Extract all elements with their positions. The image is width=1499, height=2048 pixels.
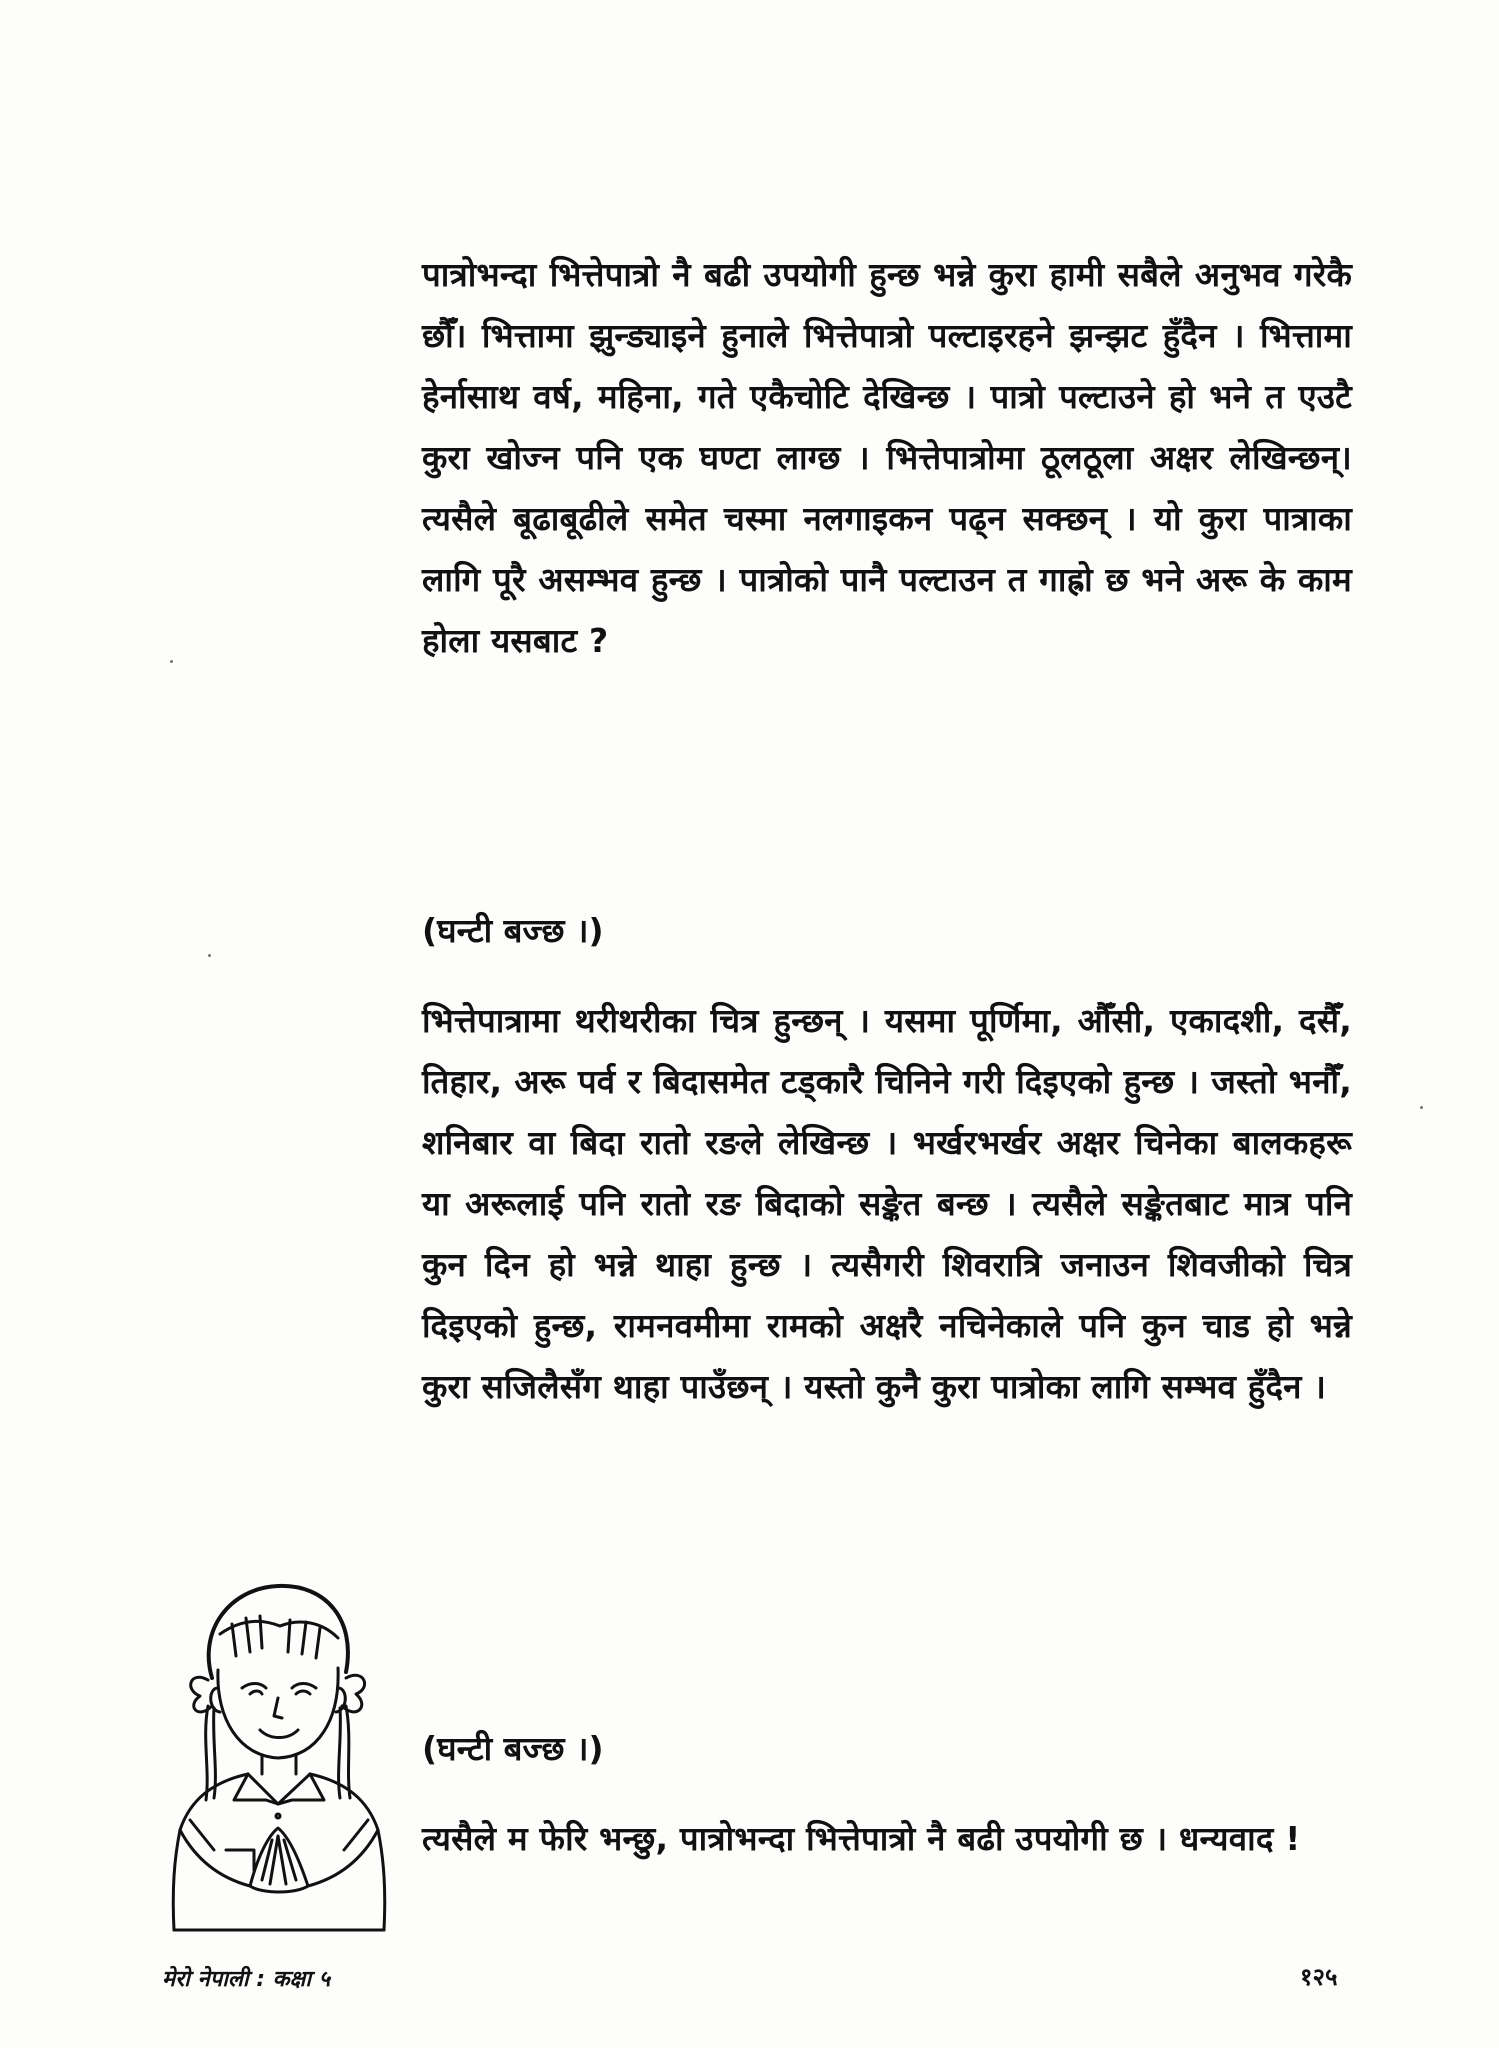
page-number: १२५ [1300, 1963, 1338, 1991]
paragraph-2: भित्तेपात्रामा थरीथरीका चित्र हुन्छन् । यसमा पूर्णिमा, औँसी, एकादशी, दसैँ, तिहार, अरू पर्व र बिदासमेत टड्कारै चिनिने गरी दिइएको हुन्छ । जस्तो भनौँ, शनिबार वा बिदा रातो रङले लेखिन्छ । भर्खरभर्खर अक्षर चिनेका बालकहरू या अरूलाई पनि रातो रङ बिदाको सङ्केत बन्छ । त्यसैले सङ्केतबाट मात्र पनि कुन दिन हो भन्ने थाहा हुन्छ । त्यसैगरी शिवरात्रि जनाउन शिवजीको चित्र दिइएको हुन्छ, रामनवमीमा रामको अक्षरै नचिनेकाले पनि कुन चाड हो भन्ने कुरा सजिलैसँग थाहा पाउँछन् । यस्तो कुनै कुरा पात्रोका लागि सम्भव हुँदैन । [422, 1001, 1352, 1406]
paragraph-3: त्यसैले म फेरि भन्छु, पात्रोभन्दा भित्तेपात्रो नै बढी उपयोगी छ । धन्यवाद ! [422, 1819, 1301, 1858]
girl-illustration [150, 1560, 400, 1940]
book-title-footer: मेरो नेपाली : कक्षा ५ [162, 1967, 331, 1992]
scan-speck [170, 660, 173, 663]
scan-speck [1420, 1106, 1423, 1109]
stage-direction-1: (घन्टी बज्छ ।) [422, 911, 604, 950]
stage-direction-2: (घन्टी बज्छ ।) [422, 1729, 604, 1768]
scan-speck [208, 954, 211, 957]
paragraph-1: पात्रोभन्दा भित्तेपात्रो नै बढी उपयोगी हुन्छ भन्ने कुरा हामी सबैले अनुभव गरेकै छौँ। भित्तामा झुन्ड्याइने हुनाले भित्तेपात्रो पल्टाइरहने झन्झट हुँदैन । भित्तामा हेर्नासाथ वर्ष, महिना, गते एकैचोटि देखिन्छ । पात्रो पल्टाउने हो भने त एउटै कुरा खोज्न पनि एक घण्टा लाग्छ । भित्तेपात्रोमा ठूलठूला अक्षर लेखिन्छन्। त्यसैले बूढाबूढीले समेत चस्मा नलगाइकन पढ्न सक्छन् । यो कुरा पात्राका लागि पूरै असम्भव हुन्छ । पात्रोको पानै पल्टाउन त गाह्रो छ भने अरू के काम होला यसबाट ? [422, 255, 1352, 660]
